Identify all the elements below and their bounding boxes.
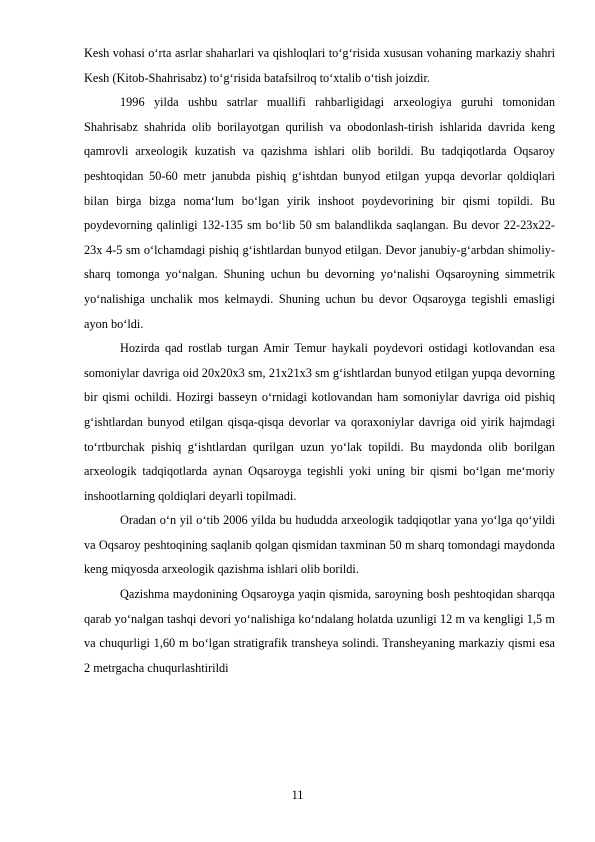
body-text xyxy=(84,41,555,680)
paragraph-amir-temur-foundation: Hozirda qad rostlab turgan Amir Temur haykali poydevori ostidagi kotlovandan esa somoniylar davriga oid 20x20x3 sm, 21x21x3 sm g‘ishtlardan bunyod etilgan yupqa devorning bir qismi ochildi. Hozirgi basseyn o‘rnidagi kotlovandan ham somoniylar davriga oid pishiq g‘ishtlardan bunyod etilgan qisqa-qisqa devorlar va qoraxoniylar davriga oid yirik hajmdagi to‘rtburchak pishiq g‘ishtlardan qurilgan uzun yo‘lak topildi. Bu maydonda olib borilgan arxeologik tadqiqotlarda aynan Oqsaroyga tegishli yoki uning bir qismi bo‘lgan me‘moriy inshootlarning qoldiqlari deyarli topilmadi. xyxy=(84,341,555,503)
paragraph-intro: Kesh vohasi o‘rta asrlar shaharlari va qishloqlari to‘g‘risida xususan vohaning markaziy shahri Kesh (Kitob-Shahrisabz) to‘g‘risida batafsilroq to‘xtalib o‘tish joizdir. xyxy=(84,46,555,85)
page-number: 11 xyxy=(291,788,304,802)
paragraph-2006-research: Oradan o‘n yil o‘tib 2006 yilda bu hududda arxeologik tadqiqotlar yana yo‘lga qo‘yildi va Oqsaroy peshtoqining saqlanib qolgan qismidan taxminan 50 m sharq tomondagi maydonda keng miqyosda arxeologik qazishma ishlari olib borildi. xyxy=(84,513,555,577)
paragraph-trench: Qazishma maydonining Oqsaroyga yaqin qismida, saroyning bosh peshtoqidan sharqqa qarab yo‘nalgan tashqi devori yo‘nalishiga ko‘ndalang holatda uzunligi 12 m va kengligi 1,5 m va chuqurligi 1,60 m bo‘lgan stratigrafik transheya solindi. Transheyaning markaziy qismi esa 2 metrgacha chuqurlashtirildi xyxy=(84,587,555,675)
paragraph-1996-excavation: 1996 yilda ushbu satrlar muallifi rahbarligidagi arxeologiya guruhi tomonidan Shahrisabz shahrida olib borilayotgan qurilish va obodonlash-tirish ishlarida davrida keng qamrovli arxeologik kuzatish va qazishma ishlari olib borildi. Bu tadqiqotlarda Oqsaroy peshtoqidan 50-60 metr janubda pishiq g‘ishtdan bunyod etilgan yupqa devorlar qoldiqlari bilan birga bizga noma‘lum bo‘lgan yirik inshoot poydevorining bir qismi topildi. Bu poydevorning qalinligi 132-135 sm bo‘lib 50 sm balandlikda saqlangan. Bu devor 22-23x22-23x 4-5 sm o‘lchamdagi pishiq g‘ishtlardan bunyod etilgan. Devor janubiy-g‘arbdan shimoliy-sharq tomonga yo‘nalgan. Shuning uchun bu devorning yo‘nalishi Oqsaroyning simmetrik yo‘nalishiga unchalik mos kelmaydi. Shuning uchun bu devor Oqsaroyga tegishli emasligi ayon bo‘ldi. xyxy=(84,95,555,331)
